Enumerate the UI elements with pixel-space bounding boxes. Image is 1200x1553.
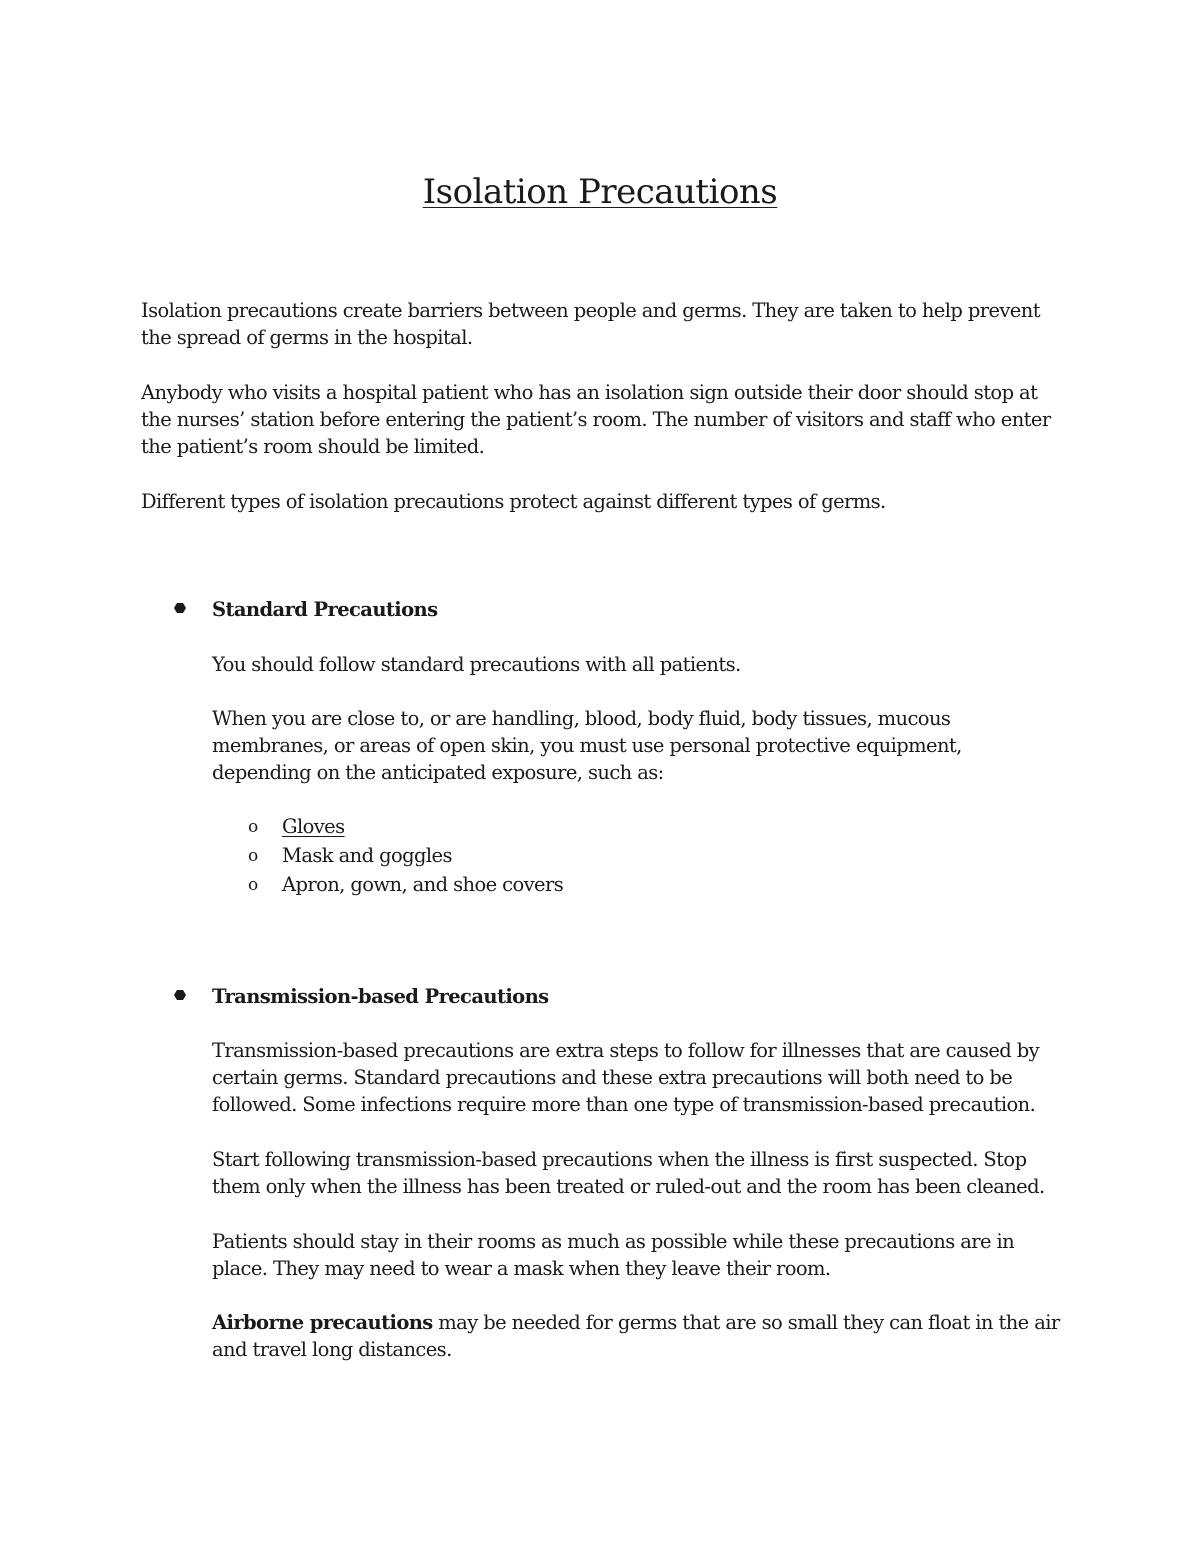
text-line: Isolation precautions create barriers between people and germs. They are taken to help prevent <box>141 299 1040 322</box>
ppe-list <box>248 812 563 899</box>
list-item <box>248 870 563 899</box>
sub-bullet-icon: o <box>248 874 258 895</box>
text-line: the spread of germs in the hospital. <box>141 326 473 349</box>
intro-paragraph-1 <box>141 297 1040 351</box>
text-line: the patient’s room should be limited. <box>141 435 485 458</box>
text-line: the nurses’ station before entering the patient’s room. The number of visitors and staff who enter <box>141 408 1051 431</box>
text-line: You should follow standard precautions with all patients. <box>212 653 741 676</box>
airborne-precautions-term: Airborne precautions <box>212 1311 433 1334</box>
transmission-paragraph-2 <box>212 1146 1045 1200</box>
intro-paragraph-3 <box>141 488 886 515</box>
sub-bullet-icon: o <box>248 816 258 837</box>
text-line: When you are close to, or are handling, blood, body fluid, body tissues, mucous <box>212 707 951 730</box>
transmission-paragraph-1 <box>212 1037 1039 1118</box>
document-title: Isolation Precautions <box>422 172 778 212</box>
list-item-label: Mask and goggles <box>282 844 452 867</box>
text-line: Different types of isolation precautions protect against different types of germs. <box>141 490 886 513</box>
text-line: Anybody who visits a hospital patient who has an isolation sign outside their door should stop at <box>141 381 1038 404</box>
standard-paragraph-1 <box>212 651 741 678</box>
sub-bullet-icon: o <box>248 845 258 866</box>
airborne-text: may be needed for germs that are so small they can float in the air <box>432 1311 1060 1334</box>
transmission-precautions-heading: Transmission-based Precautions <box>212 985 549 1008</box>
bullet-icon <box>174 990 186 1000</box>
standard-paragraph-2 <box>212 705 962 786</box>
list-item-label: Gloves <box>282 815 345 838</box>
text-line: certain germs. Standard precautions and these extra precautions will both need to be <box>212 1066 1013 1089</box>
text-line <box>212 1309 1060 1336</box>
list-item <box>248 812 563 841</box>
text-line: place. They may need to wear a mask when they leave their room. <box>212 1257 831 1280</box>
list-item <box>248 841 563 870</box>
text-line: depending on the anticipated exposure, such as: <box>212 761 664 784</box>
text-line: followed. Some infections require more than one type of transmission-based precaution. <box>212 1093 1036 1116</box>
text-line: Start following transmission-based precautions when the illness is first suspected. Stop <box>212 1148 1027 1171</box>
text-line: and travel long distances. <box>212 1338 452 1361</box>
bullet-icon <box>174 603 186 613</box>
transmission-paragraph-3 <box>212 1228 1014 1282</box>
text-line: Transmission-based precautions are extra steps to follow for illnesses that are caused by <box>212 1039 1040 1062</box>
text-line: them only when the illness has been treated or ruled-out and the room has been cleaned. <box>212 1175 1045 1198</box>
standard-precautions-heading: Standard Precautions <box>212 598 438 621</box>
intro-paragraph-2 <box>141 379 1051 460</box>
list-item-label: Apron, gown, and shoe covers <box>282 873 564 896</box>
text-line: Patients should stay in their rooms as much as possible while these precautions are in <box>212 1230 1015 1253</box>
airborne-paragraph <box>212 1309 1060 1363</box>
text-line: membranes, or areas of open skin, you must use personal protective equipment, <box>212 734 962 757</box>
